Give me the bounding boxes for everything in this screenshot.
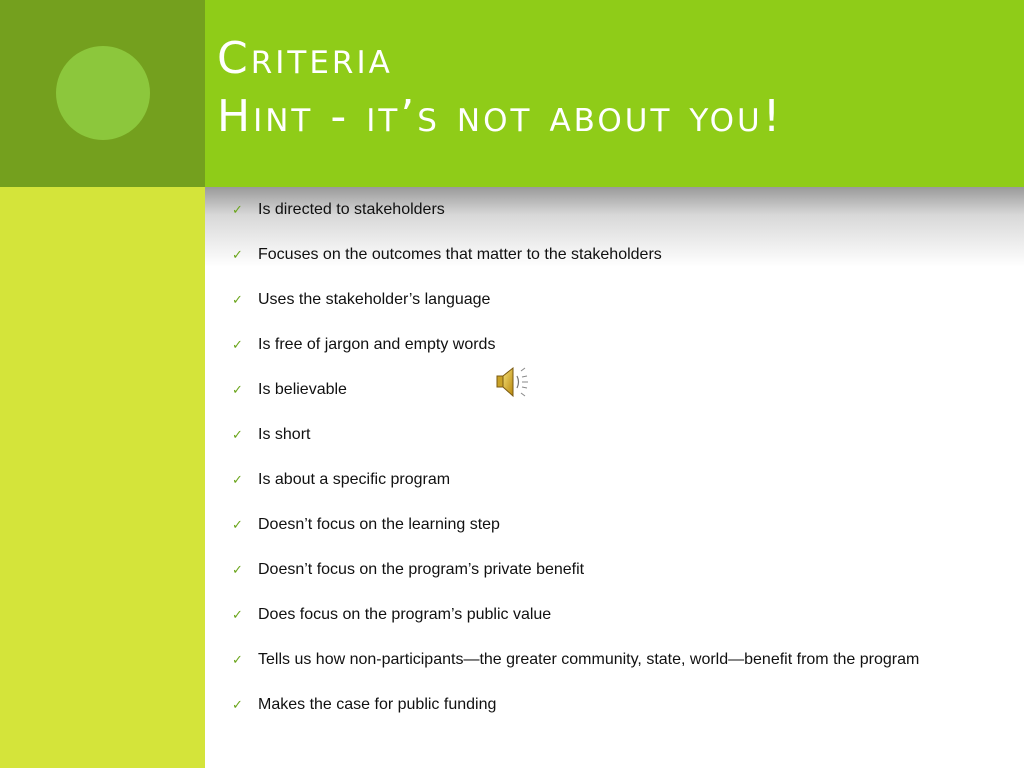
criteria-item [230, 470, 990, 489]
criteria-text: Does focus on the program’s public value [258, 606, 552, 623]
criteria-item [230, 335, 990, 354]
criteria-text: Doesn’t focus on the learning step [258, 516, 500, 533]
speaker-icon-graphic [494, 365, 530, 399]
check-icon: ✓ [232, 382, 243, 397]
criteria-item [230, 695, 990, 714]
criteria-text: Is directed to stakeholders [258, 201, 445, 218]
speaker-icon[interactable] [494, 365, 530, 399]
check-icon: ✓ [232, 247, 243, 262]
criteria-item [230, 560, 990, 579]
check-icon: ✓ [232, 517, 243, 532]
criteria-text: Is short [258, 426, 311, 443]
title-line-1: Criteria [217, 33, 393, 84]
check-icon: ✓ [232, 697, 243, 712]
criteria-item [230, 200, 990, 219]
check-icon: ✓ [232, 652, 243, 667]
criteria-text: Uses the stakeholder’s language [258, 291, 491, 308]
check-icon: ✓ [232, 472, 243, 487]
check-icon: ✓ [232, 427, 243, 442]
criteria-list [230, 200, 990, 740]
criteria-text: Is believable [258, 381, 347, 398]
criteria-text: Tells us how non-participants—the greater community, state, world—benefit from the program [258, 651, 920, 668]
criteria-text: Is free of jargon and empty words [258, 336, 496, 353]
criteria-text: Is about a specific program [258, 471, 451, 488]
check-icon: ✓ [232, 337, 243, 352]
corner-block [0, 0, 205, 187]
check-icon: ✓ [232, 292, 243, 307]
decorative-circle [56, 46, 150, 140]
left-band [0, 187, 205, 768]
check-icon: ✓ [232, 607, 243, 622]
criteria-item [230, 290, 990, 309]
title-line-2: Hint - it’s not about you! [217, 91, 784, 142]
criteria-item [230, 650, 990, 669]
criteria-text: Makes the case for public funding [258, 696, 497, 713]
criteria-text: Focuses on the outcomes that matter to the stakeholders [258, 246, 662, 263]
criteria-text: Doesn’t focus on the program’s private benefit [258, 561, 585, 578]
criteria-item [230, 425, 990, 444]
criteria-item [230, 605, 990, 624]
check-icon: ✓ [232, 562, 243, 577]
slide-title [217, 30, 783, 146]
criteria-item [230, 380, 990, 399]
criteria-item [230, 515, 990, 534]
criteria-item [230, 245, 990, 264]
check-icon: ✓ [232, 202, 243, 217]
